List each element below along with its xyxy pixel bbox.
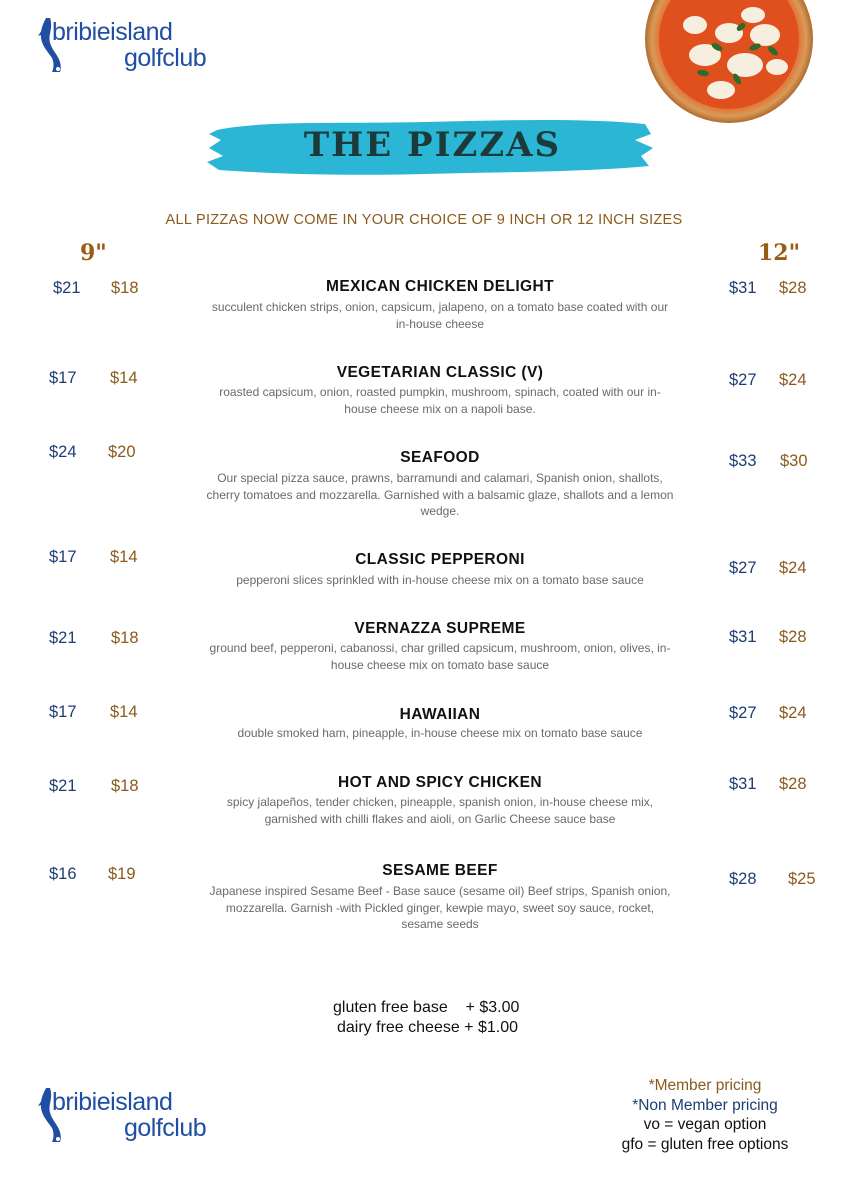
item-1-9in-nonmember-price: $18 (111, 279, 139, 297)
item-6-12in-nonmember-price: $24 (779, 704, 807, 722)
item-8-12in-member-price: $28 (729, 870, 757, 888)
size-12-heading: 12" (758, 240, 801, 266)
item-2-9in-nonmember-price: $14 (110, 369, 138, 387)
item-8-12in-nonmember-price: $25 (788, 870, 816, 888)
item-4-description: pepperoni slices sprinkled with in-house cheese mix on a tomato base sauce (236, 573, 644, 587)
brand-line1: bribieisland (52, 18, 173, 46)
item-2-12in-member-price: $27 (729, 371, 757, 389)
gluten-free-extra: gluten free base + $3.00 (333, 999, 520, 1016)
item-7-description: spicy jalapeños, tender chicken, pineapple, spanish onion, in-house cheese mix, garnished with chilli flakes and aioli, on Garlic Cheese sauce base (226, 795, 654, 826)
size-9-heading: 9" (80, 240, 107, 266)
item-2-name: VEGETARIAN CLASSIC (V) (336, 364, 544, 381)
item-2-description: roasted capsicum, onion, roasted pumpkin, mushroom, spinach, coated with our in-house cheese mix on a napoli base. (219, 385, 661, 416)
item-5-12in-member-price: $31 (729, 628, 757, 646)
legend-gluten-free: gfo = gluten free options (621, 1135, 789, 1153)
brand-line1: bribieisland (52, 1088, 173, 1116)
item-4-12in-member-price: $27 (729, 559, 757, 577)
item-1-12in-nonmember-price: $28 (779, 279, 807, 297)
item-8-description: Japanese inspired Sesame Beef - Base sauce (sesame oil) Beef strips, Spanish onion, mozzarella. Garnish -with Pickled ginger, kewpie mayo, sweet soy sauce, rocket, sesame seeds (209, 884, 671, 931)
item-3-name: SEAFOOD (400, 449, 480, 466)
item-3-12in-nonmember-price: $30 (780, 452, 808, 470)
item-3-9in-nonmember-price: $20 (108, 443, 136, 461)
item-7-12in-member-price: $31 (729, 775, 757, 793)
item-1-12in-member-price: $31 (729, 279, 757, 297)
item-3-12in-member-price: $33 (729, 452, 757, 470)
item-4-name: CLASSIC PEPPERONI (355, 551, 525, 568)
pizza-image (645, 0, 813, 123)
dairy-free-extra: dairy free cheese + $1.00 (337, 1019, 519, 1036)
size-subtitle: ALL PIZZAS NOW COME IN YOUR CHOICE OF 9 INCH OR 12 INCH SIZES (165, 212, 683, 228)
legend-non-member: *Non Member pricing (632, 1096, 778, 1114)
item-3-description: Our special pizza sauce, prawns, barramundi and calamari, Spanish onion, shallots, cherry tomatoes and mozzarella. Garnished with a balsamic glaze, shallots and a lemon wedge. (206, 471, 674, 518)
item-4-9in-nonmember-price: $14 (110, 548, 138, 566)
item-1-9in-member-price: $21 (53, 279, 81, 297)
item-7-12in-nonmember-price: $28 (779, 775, 807, 793)
legend-member: *Member pricing (648, 1077, 762, 1094)
item-7-9in-member-price: $21 (49, 777, 77, 795)
item-6-9in-nonmember-price: $14 (110, 703, 138, 721)
item-6-name: HAWAIIAN (399, 706, 481, 723)
brand-line2: golfclub (124, 44, 207, 72)
item-8-name: SESAME BEEF (382, 862, 498, 879)
brand-line2: golfclub (124, 1114, 207, 1142)
legend-vegan: vo = vegan option (643, 1116, 767, 1133)
item-4-12in-nonmember-price: $24 (779, 559, 807, 577)
item-7-9in-nonmember-price: $18 (111, 777, 139, 795)
item-2-12in-nonmember-price: $24 (779, 371, 807, 389)
item-8-9in-nonmember-price: $19 (108, 865, 136, 883)
item-6-9in-member-price: $17 (49, 703, 77, 721)
item-1-name: MEXICAN CHICKEN DELIGHT (326, 278, 554, 295)
item-2-9in-member-price: $17 (49, 369, 77, 387)
item-5-9in-member-price: $21 (49, 629, 77, 647)
item-6-description: double smoked ham, pineapple, in-house cheese mix on tomato base sauce (237, 726, 643, 740)
pricing-legend (590, 1076, 820, 1154)
item-5-description: ground beef, pepperoni, cabanossi, char grilled capsicum, mushroom, onion, olives, in-house cheese mix on tomato base sauce (209, 641, 671, 672)
brand-logo-top (38, 16, 238, 76)
item-6-12in-member-price: $27 (729, 704, 757, 722)
brand-logo-bottom (38, 1086, 238, 1146)
extras-list (300, 998, 580, 1038)
item-5-name: VERNAZZA SUPREME (354, 620, 526, 637)
item-5-9in-nonmember-price: $18 (111, 629, 139, 647)
item-1-description: succulent chicken strips, onion, capsicum, jalapeno, on a tomato base coated with our in-house cheese (211, 300, 669, 331)
item-8-9in-member-price: $16 (49, 865, 77, 883)
item-7-name: HOT AND SPICY CHICKEN (338, 774, 542, 791)
item-3-9in-member-price: $24 (49, 443, 77, 461)
item-5-12in-nonmember-price: $28 (779, 628, 807, 646)
page-title: THE PIZZAS (303, 125, 562, 165)
item-4-9in-member-price: $17 (49, 548, 77, 566)
